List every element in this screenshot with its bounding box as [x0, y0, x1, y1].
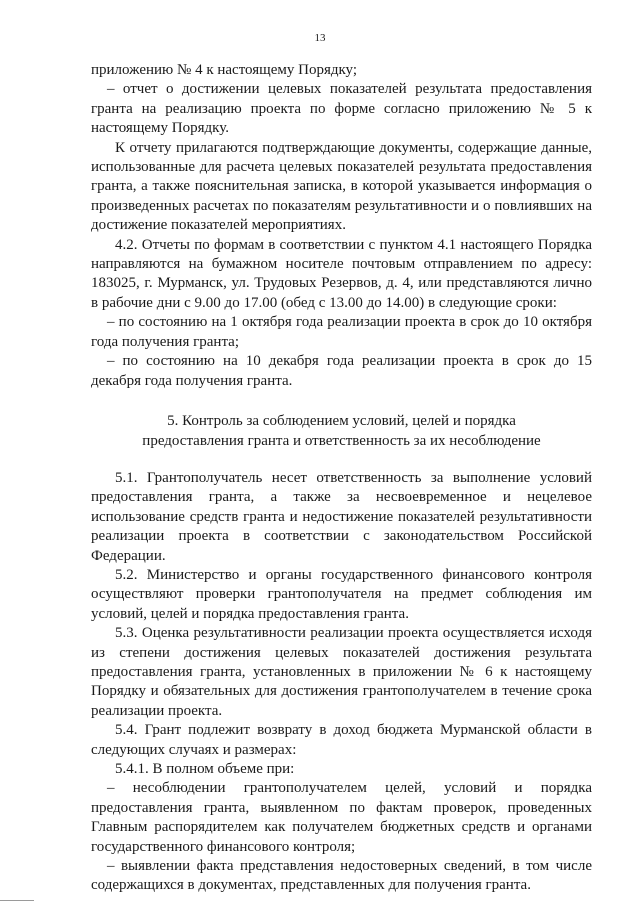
paragraph-report-item: – отчет о достижении целевых показателей результата предоставления гранта на реализацию проекта по форме согласно приложению № 5 к настоящему Порядку. — [91, 81, 592, 137]
paragraph-5-4-1: 5.4.1. В полном объеме при: — [115, 761, 295, 777]
section-heading-line-2: предоставления гранта и ответственность за их несоблюдение — [142, 432, 541, 449]
page-number: 13 — [314, 32, 326, 44]
paragraph-5-2: 5.2. Министерство и органы государственного финансового контроля осуществляют проверки грантополучателя на предмет соблюдения им условий, целей и порядка предоставления гранта. — [91, 566, 592, 622]
document-body — [91, 61, 592, 896]
paragraph-5-1: 5.1. Грантополучатель несет ответственность за выполнение условий предоставления гранта, а также за несвоевременное и нецелевое использование средств гранта и недостижение показателей результативности реализации проекта в соответствии с законодательством Российской Федерации. — [91, 469, 592, 564]
paragraph-attachments: К отчету прилагаются подтверждающие документы, содержащие данные, использованные для расчета целевых показателей результата предоставления гранта, а также пояснительная записка, в которой указывается информация о произведенных расчетах по показателям результативности и о повлиявших на достижение показателей мероприятиях. — [91, 139, 592, 234]
paragraph-return-case-1: – несоблюдении грантополучателем целей, условий и порядка предоставления гранта, выявленном по фактам проверок, проведенных Главным распорядителем как получателем бюджетных средств и органами государственного финансового контроля; — [91, 780, 592, 855]
footer-divider — [0, 900, 34, 901]
paragraph-return-case-2: – выявлении факта представления недостоверных сведений, в том числе содержащихся в документах, представленных для получения гранта. — [91, 858, 592, 894]
section-heading-line-1: 5. Контроль за соблюдением условий, целей и порядка — [167, 412, 516, 429]
paragraph-5-3: 5.3. Оценка результативности реализации проекта осуществляется исходя из степени достижения целевых показателей достижения результата предоставления гранта, установленных в приложении № 6 к настоящему Порядку и обязательных для достижения грантополучателем в течение срока реализации проекта. — [91, 625, 592, 719]
paragraph-5-4: 5.4. Грант подлежит возврату в доход бюджета Мурманской области в следующих случаях и размерах: — [91, 722, 592, 758]
paragraph-4-2: 4.2. Отчеты по формам в соответствии с пунктом 4.1 настоящего Порядка направляются на бумажном носителе почтовым отправлением по адресу: 183025, г. Мурманск, ул. Трудовых Резервов, д. 4, или представляются лично в рабочие дни с 9.00 до 17.00 (обед с 13.00 до 14.00) в следующие сроки: — [91, 236, 592, 311]
paragraph-continuation: приложению № 4 к настоящему Порядку; — [91, 62, 358, 78]
paragraph-deadline-2: – по состоянию на 10 декабря года реализации проекта в срок до 15 декабря года получения гранта. — [91, 353, 592, 389]
paragraph-deadline-1: – по состоянию на 1 октября года реализации проекта в срок до 10 октября года получения гранта; — [91, 314, 592, 350]
section-heading — [91, 411, 592, 451]
